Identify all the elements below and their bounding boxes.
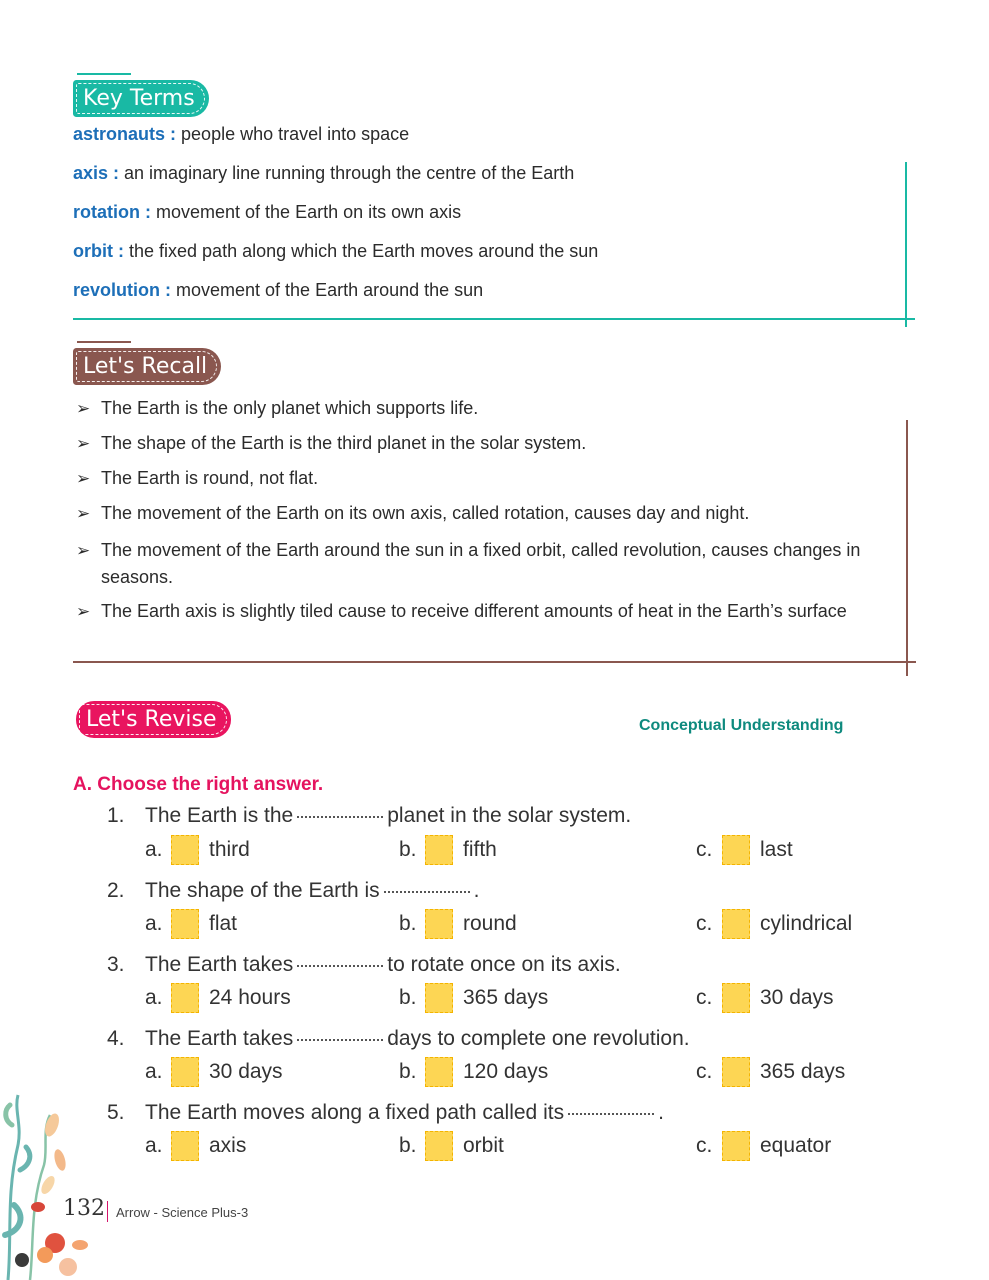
answer-checkbox[interactable] <box>722 1131 750 1161</box>
option-2b[interactable] <box>399 909 517 939</box>
answer-blank <box>297 816 383 818</box>
key-terms-title: Key Terms <box>73 80 209 117</box>
floral-decoration-icon <box>0 1085 95 1280</box>
option-text: 24 hours <box>209 986 291 1009</box>
recall-text: The Earth is round, not flat. <box>101 468 319 488</box>
option-letter: b. <box>399 986 417 1009</box>
question-1 <box>107 804 631 828</box>
option-letter: b. <box>399 1134 417 1157</box>
option-4a[interactable] <box>145 1057 283 1087</box>
recall-vertical-rule <box>906 420 908 676</box>
option-1a[interactable] <box>145 835 250 865</box>
recall-divider <box>73 661 916 663</box>
question-text-before: The Earth takes <box>145 953 294 976</box>
option-letter: a. <box>145 1060 163 1083</box>
recall-item <box>76 395 876 422</box>
term-definition: people who travel into space <box>176 124 410 144</box>
option-letter: a. <box>145 986 163 1009</box>
recall-text: The movement of the Earth around the sun in a fixed orbit, called revolution, causes changes in seasons. <box>101 540 861 587</box>
question-number: 2. <box>107 879 125 902</box>
answer-checkbox[interactable] <box>171 909 199 939</box>
recall-text: The Earth is the only planet which supports life. <box>101 398 479 418</box>
answer-checkbox[interactable] <box>722 1057 750 1087</box>
option-4b[interactable] <box>399 1057 548 1087</box>
recall-item <box>76 430 876 457</box>
answer-checkbox[interactable] <box>722 835 750 865</box>
answer-blank <box>297 1039 383 1041</box>
option-3a[interactable] <box>145 983 291 1013</box>
recall-text: The shape of the Earth is the third planet in the solar system. <box>101 433 587 453</box>
key-term-orbit <box>73 241 598 262</box>
option-text: 120 days <box>463 1060 549 1083</box>
recall-text: The movement of the Earth on its own axis, called rotation, causes day and night. <box>101 503 750 523</box>
term-name: rotation : <box>73 202 151 222</box>
key-term-revolution <box>73 280 483 301</box>
arrowhead-bullet-icon: ➢ <box>76 602 91 621</box>
option-5c[interactable] <box>696 1131 831 1161</box>
option-1c[interactable] <box>696 835 793 865</box>
question-4 <box>107 1027 690 1051</box>
answer-checkbox[interactable] <box>171 1131 199 1161</box>
answer-checkbox[interactable] <box>425 835 453 865</box>
option-text: flat <box>209 912 238 935</box>
answer-checkbox[interactable] <box>171 983 199 1013</box>
recall-item <box>76 465 876 492</box>
answer-blank <box>568 1113 654 1115</box>
question-3 <box>107 953 621 977</box>
option-text: 365 days <box>760 1060 846 1083</box>
term-name: astronauts : <box>73 124 177 144</box>
option-text: round <box>463 912 517 935</box>
question-text-after: to rotate once on its axis. <box>387 953 621 976</box>
section-heading: A. Choose the right answer. <box>73 774 324 795</box>
option-3c[interactable] <box>696 983 834 1013</box>
answer-checkbox[interactable] <box>425 909 453 939</box>
option-text: fifth <box>463 838 497 861</box>
term-definition: an imaginary line running through the centre of the Earth <box>119 163 575 183</box>
answer-checkbox[interactable] <box>722 983 750 1013</box>
answer-checkbox[interactable] <box>425 1131 453 1161</box>
recall-item <box>76 500 876 527</box>
key-term-rotation <box>73 202 461 223</box>
question-text-after: days to complete one revolution. <box>387 1027 690 1050</box>
question-number: 1. <box>107 804 125 827</box>
answer-checkbox[interactable] <box>171 835 199 865</box>
option-5a[interactable] <box>145 1131 246 1161</box>
question-number: 5. <box>107 1101 125 1124</box>
option-text: orbit <box>463 1134 504 1157</box>
arrowhead-bullet-icon: ➢ <box>76 434 91 453</box>
recall-item <box>76 537 866 591</box>
footer-divider <box>107 1201 108 1222</box>
answer-checkbox[interactable] <box>722 909 750 939</box>
arrowhead-bullet-icon: ➢ <box>76 504 91 523</box>
option-letter: b. <box>399 838 417 861</box>
option-letter: c. <box>696 1134 713 1157</box>
option-letter: b. <box>399 1060 417 1083</box>
question-text-before: The Earth is the <box>145 804 294 827</box>
answer-blank <box>297 965 383 967</box>
option-letter: c. <box>696 838 713 861</box>
answer-checkbox[interactable] <box>171 1057 199 1087</box>
question-text-before: The shape of the Earth is <box>145 879 380 902</box>
arrowhead-bullet-icon: ➢ <box>76 469 91 488</box>
answer-blank <box>384 891 470 893</box>
option-5b[interactable] <box>399 1131 504 1161</box>
option-letter: c. <box>696 986 713 1009</box>
recall-item <box>76 598 876 625</box>
option-text: third <box>209 838 250 861</box>
recall-text: The Earth axis is slightly tiled cause to receive different amounts of heat in the Earth’s surface <box>101 601 847 621</box>
recall-badge <box>73 341 233 387</box>
conceptual-understanding-label: Conceptual Understanding <box>639 717 844 734</box>
arrowhead-bullet-icon: ➢ <box>76 399 91 418</box>
option-letter: a. <box>145 1134 163 1157</box>
revise-badge <box>76 697 236 743</box>
question-5 <box>107 1101 664 1125</box>
option-text: 365 days <box>463 986 549 1009</box>
option-1b[interactable] <box>399 835 497 865</box>
answer-checkbox[interactable] <box>425 983 453 1013</box>
question-number: 4. <box>107 1027 125 1050</box>
term-definition: movement of the Earth around the sun <box>171 280 484 300</box>
key-terms-badge <box>73 73 233 119</box>
option-text: 30 days <box>209 1060 283 1083</box>
question-text-after: . <box>658 1101 664 1124</box>
option-text: 30 days <box>760 986 834 1009</box>
question-text-before: The Earth moves along a fixed path called its <box>145 1101 565 1124</box>
revise-title: Let's Revise <box>76 701 231 738</box>
question-2 <box>107 879 479 903</box>
option-text: equator <box>760 1134 832 1157</box>
term-definition: the fixed path along which the Earth moves around the sun <box>124 241 599 261</box>
key-terms-divider <box>73 318 915 320</box>
answer-checkbox[interactable] <box>425 1057 453 1087</box>
option-4c[interactable] <box>696 1057 845 1087</box>
option-letter: b. <box>399 912 417 935</box>
question-number: 3. <box>107 953 125 976</box>
term-name: revolution : <box>73 280 171 300</box>
term-definition: movement of the Earth on its own axis <box>151 202 462 222</box>
option-letter: c. <box>696 1060 713 1083</box>
option-letter: c. <box>696 912 713 935</box>
option-text: last <box>760 838 793 861</box>
page-number: 132 <box>63 1196 105 1221</box>
option-3b[interactable] <box>399 983 548 1013</box>
option-letter: a. <box>145 912 163 935</box>
question-text-after: planet in the solar system. <box>387 804 632 827</box>
term-name: axis : <box>73 163 120 183</box>
arrowhead-bullet-icon: ➢ <box>76 541 91 560</box>
question-text-before: The Earth takes <box>145 1027 294 1050</box>
term-name: orbit : <box>73 241 124 261</box>
key-terms-vertical-rule <box>905 162 907 327</box>
option-text: cylindrical <box>760 912 853 935</box>
question-text-after: . <box>473 879 480 902</box>
option-letter: a. <box>145 838 163 861</box>
key-term-axis <box>73 163 574 184</box>
book-title: Arrow - Science Plus-3 <box>116 1205 249 1220</box>
option-text: axis <box>209 1134 247 1157</box>
option-2a[interactable] <box>145 909 237 939</box>
recall-title: Let's Recall <box>73 348 221 385</box>
option-2c[interactable] <box>696 909 852 939</box>
key-term-astronauts <box>73 124 409 145</box>
